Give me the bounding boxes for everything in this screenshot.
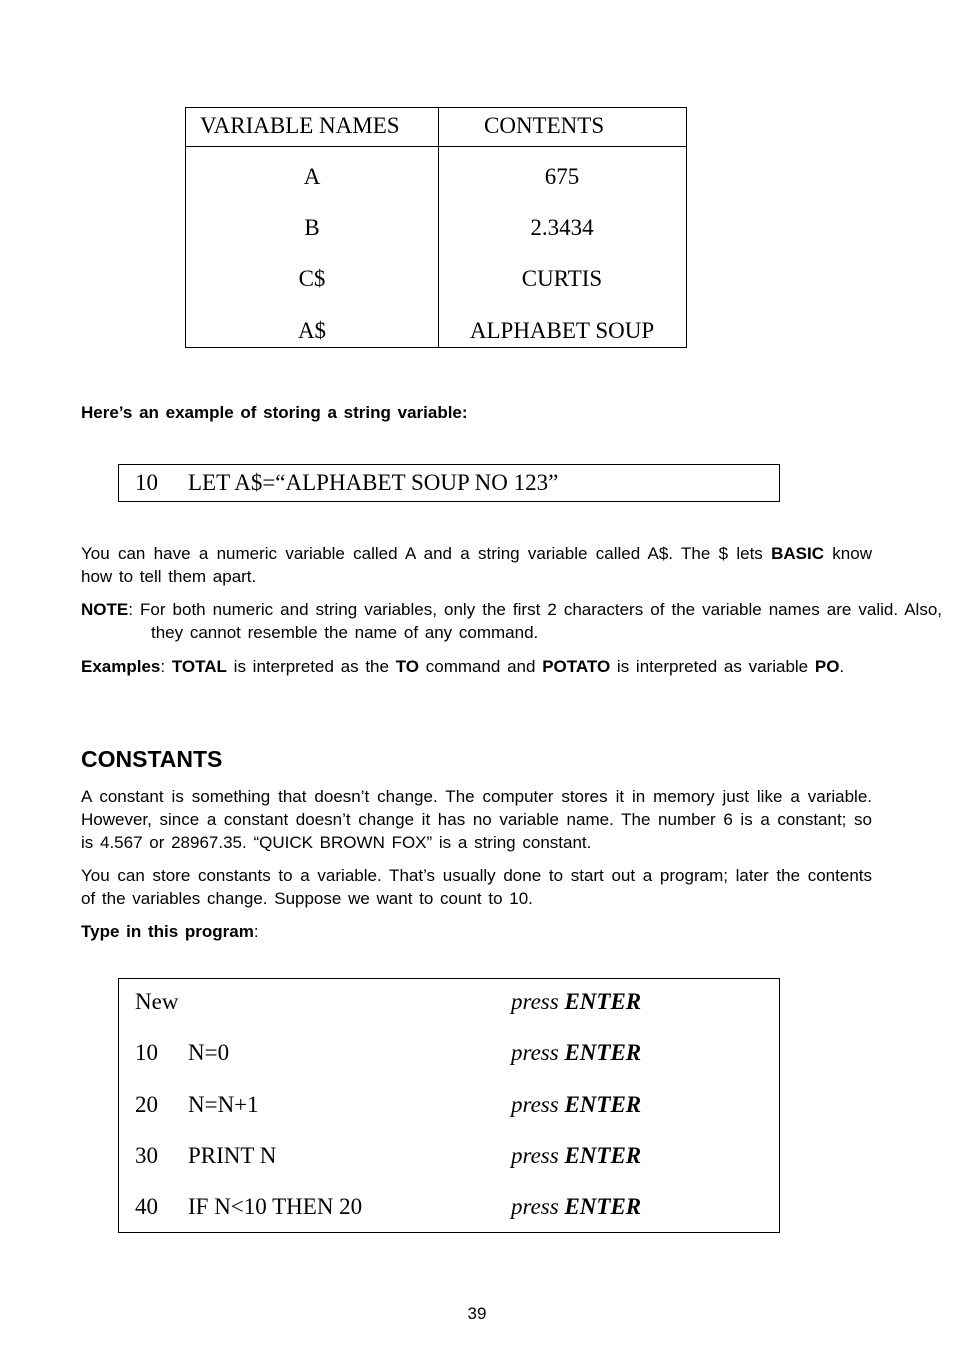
variable-table: [185, 107, 687, 348]
keyword-potato: POTATO: [542, 657, 611, 676]
examples-separator: :: [160, 657, 172, 676]
table-cell-contents: ALPHABET SOUP: [469, 318, 655, 343]
paragraph-variables: [81, 542, 872, 588]
press-enter-instruction: [511, 1194, 641, 1220]
note-paragraph: [81, 598, 942, 644]
enter-key-text: ENTER: [564, 1143, 642, 1168]
constants-paragraph-1: A constant is something that doesn’t change. The computer stores it in memory just like a variable. However, since a constant doesn’t change it has no variable name. The number 6 is a constant; so is 4.567 or 28967.35. “QUICK BROWN FOX” is a string constant.: [81, 787, 872, 852]
keyword-total: TOTAL: [171, 657, 227, 676]
program-line-number: 20: [135, 1092, 158, 1117]
press-text: press: [511, 1143, 559, 1168]
page-number: 39: [467, 1304, 487, 1323]
table-cell-name: C$: [298, 266, 326, 291]
paragraph-text: You can have a numeric variable called A and a string variable called A$. The $ lets: [81, 544, 772, 563]
program-line-number: 10: [135, 1040, 158, 1065]
constants-paragraph-2: You can store constants to a variable. That’s usually done to start out a program; later the contents of the variables change. Suppose we want to count to 10.: [81, 866, 872, 908]
header-variable-names: VARIABLE NAMES: [200, 113, 400, 138]
header-contents: CONTENTS: [484, 113, 605, 138]
examples-text: command and: [419, 657, 543, 676]
press-enter-instruction: [511, 1092, 641, 1118]
program-line-code: PRINT N: [188, 1143, 277, 1168]
type-program-colon: :: [253, 922, 259, 941]
program-line-number: New: [135, 989, 179, 1014]
table-cell-name: B: [304, 215, 320, 240]
program-code-box: [118, 978, 780, 1233]
type-program-text: Type in this program: [81, 922, 254, 941]
string-example-intro: Here’s an example of storing a string variable:: [81, 403, 468, 422]
table-header-divider: [186, 146, 686, 147]
paragraph-text: know how to tell them apart.: [81, 544, 872, 586]
table-cell-contents: 675: [544, 164, 580, 189]
examples-text: .: [839, 657, 845, 676]
enter-key-text: ENTER: [564, 1092, 642, 1117]
program-line-number: 30: [135, 1143, 158, 1168]
press-text: press: [511, 1092, 559, 1117]
program-line-code: N=N+1: [188, 1092, 259, 1117]
program-line-number: 40: [135, 1194, 158, 1219]
table-cell-contents: 2.3434: [530, 215, 594, 240]
press-text: press: [511, 1040, 559, 1065]
program-line-code: IF N<10 THEN 20: [188, 1194, 363, 1219]
basic-keyword: BASIC: [771, 544, 824, 563]
examples-text: is interpreted as variable: [610, 657, 815, 676]
enter-key-text: ENTER: [564, 1194, 642, 1219]
note-text: : For both numeric and string variables, only the first 2 characters of the variable names are valid. Also, they cannot resemble the name of any command.: [128, 600, 942, 642]
press-text: press: [511, 989, 559, 1014]
press-text: press: [511, 1194, 559, 1219]
press-enter-instruction: [511, 989, 641, 1015]
code-statement: LET A$=“ALPHABET SOUP NO 123”: [188, 470, 559, 495]
program-line-code: N=0: [188, 1040, 230, 1065]
examples-text: is interpreted as the: [226, 657, 396, 676]
section-heading-constants: CONSTANTS: [81, 746, 223, 772]
press-enter-instruction: [511, 1143, 641, 1169]
type-program-label: [81, 920, 872, 943]
enter-key-text: ENTER: [564, 989, 642, 1014]
table-cell-name: A$: [297, 318, 327, 343]
examples-label: Examples: [81, 657, 161, 676]
press-enter-instruction: [511, 1040, 641, 1066]
table-cell-contents: CURTIS: [521, 266, 603, 291]
code-line-number: 10: [135, 470, 158, 495]
examples-paragraph: [81, 655, 954, 678]
keyword-to: TO: [395, 657, 420, 676]
keyword-po: PO: [814, 657, 840, 676]
note-label: NOTE: [81, 600, 129, 619]
table-cell-name: A: [303, 164, 321, 189]
enter-key-text: ENTER: [564, 1040, 642, 1065]
string-example-code-box: [118, 464, 780, 502]
